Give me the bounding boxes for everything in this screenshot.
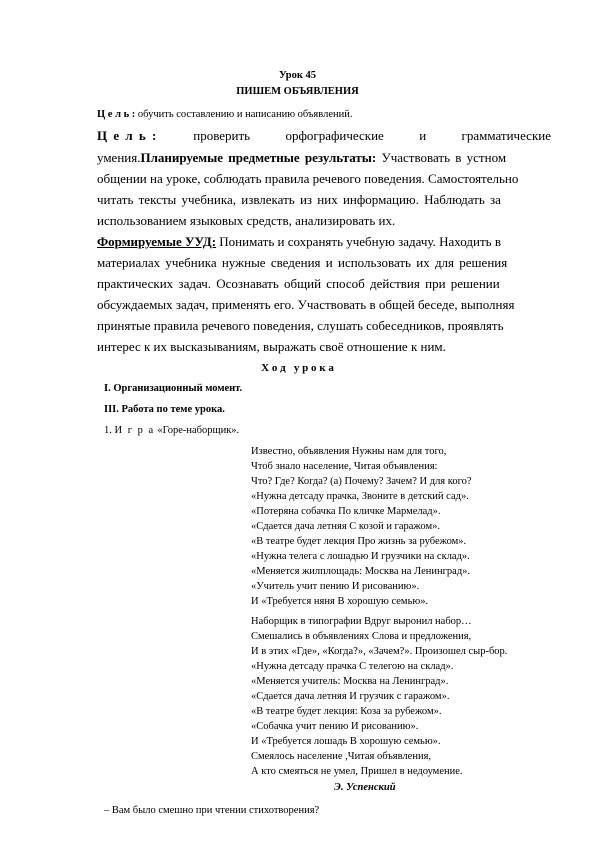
course-heading: Х о д у р о к а — [261, 362, 334, 374]
poem-line: «Нужна детсаду прачка, Звоните в детский сад». — [251, 491, 469, 502]
aim-word: проверить — [193, 128, 251, 143]
lesson-title: ПИШЕМ ОБЪЯВЛЕНИЯ — [236, 86, 359, 97]
poem-line: «Собачка учит пению И рисованию». — [251, 721, 419, 732]
uud-label: Формируемые УУД: — [97, 234, 217, 249]
poem-line: «Потеряна собачка По кличке Мармелад». — [251, 506, 441, 517]
uud-line-5: принятые правила речевого поведения, слушать собеседников, проявлять — [97, 318, 504, 333]
aim-line-3: общении на уроке, соблюдать правила речевого поведения. Самостоятельно — [97, 171, 519, 186]
poem-line: И в этих «Где», «Когда?», «Зачем?». Произошел сыр-бор. — [251, 646, 508, 657]
poem-line: «Учитель учит пению И рисованию». — [251, 581, 420, 592]
game-number: 1. — [104, 425, 112, 436]
aim-short — [97, 109, 352, 120]
game-label: И г р а — [114, 425, 155, 436]
poem-line: «Нужна телега с лошадью И грузчики на склад». — [251, 551, 470, 562]
poem-line: Наборщик в типографии Вдруг выронил набор… — [251, 616, 472, 627]
poem-line: «Сдается дача летняя И грузчик с гаражом». — [251, 691, 450, 702]
question-line: – Вам было смешно при чтении стихотворения? — [104, 805, 320, 816]
uud-line-1 — [97, 234, 501, 250]
uud-line-1-rest: Понимать и сохранять учебную задачу. Находить в — [219, 234, 501, 249]
uud-line-2: материалах учебника нужные сведения и использовать их для решения — [97, 255, 508, 270]
poem-line: А кто смеяться не умел, Пришел в недоумение. — [251, 766, 463, 777]
aim-line-2 — [97, 150, 506, 166]
uud-line-6: интерес к их высказываниям, выражать своё отношение к ним. — [97, 339, 446, 354]
uud-line-3: практических задач. Осознавать общий способ действия при решении — [97, 276, 500, 291]
aim-line-2-start: умения. — [97, 150, 141, 165]
poem-line: «Меняется учитель: Москва на Ленинград». — [251, 676, 449, 687]
poem-line: И «Требуется няня В хорошую семью». — [251, 596, 429, 607]
aim-planned-results-label: Планируемые предметные результаты: — [140, 150, 377, 165]
aim-full-label: Ц е л ь : — [97, 128, 158, 143]
uud-line-4: обсуждаемых задач, применять его. Участвовать в общей беседе, выполняя — [97, 297, 515, 312]
aim-word: и — [419, 128, 427, 143]
poem-line: Известно, объявления Нужны нам для того, — [251, 446, 447, 457]
aim-line-2-rest: Участвовать в устном — [381, 150, 507, 165]
poem-line: И «Требуется лошадь В хорошую семью». — [251, 736, 441, 747]
aim-line-4: читать тексты учебника, извлекать из них информацию. Наблюдать за — [97, 192, 501, 207]
aim-word: орфографические — [285, 128, 384, 143]
poem-line: «Меняется жилплощадь: Москва на Ленинград». — [251, 566, 471, 577]
poem-line: «Нужна детсаду прачка С телегою на склад». — [251, 661, 454, 672]
aim-line-5: использованием языковых средств, анализировать их. — [97, 213, 396, 228]
poem-line: «В театре будет лекция Про жизнь за рубежом». — [251, 536, 467, 547]
poem-line: Смеялось население ,Читая объявления, — [251, 751, 432, 762]
poem-line: Что? Где? Когда? (а) Почему? Зачем? И для кого? — [251, 476, 472, 487]
poem-author: Э. Успенский — [334, 782, 396, 793]
section-3: III. Работа по теме урока. — [104, 404, 225, 415]
aim-word: грамматические — [461, 128, 551, 143]
lesson-number: Урок 45 — [278, 70, 317, 81]
aim-short-label: Ц е л ь : — [97, 109, 136, 120]
aim-short-text: обучить составлению и написанию объявлений. — [137, 109, 353, 120]
poem-line: «В театре будет лекция: Коза за рубежом». — [251, 706, 442, 717]
poem-line: Чтоб знало население, Читая объявления: — [251, 461, 438, 472]
aim-line-1 — [97, 128, 551, 144]
game-heading — [104, 425, 239, 436]
section-1: I. Организационный момент. — [104, 383, 243, 394]
poem-line: Смешались в объявлениях Слова и предложения, — [251, 631, 472, 642]
game-name: «Горе-наборщик». — [157, 425, 240, 436]
poem-line: «Сдается дача летняя С козой и гаражом». — [251, 521, 440, 532]
